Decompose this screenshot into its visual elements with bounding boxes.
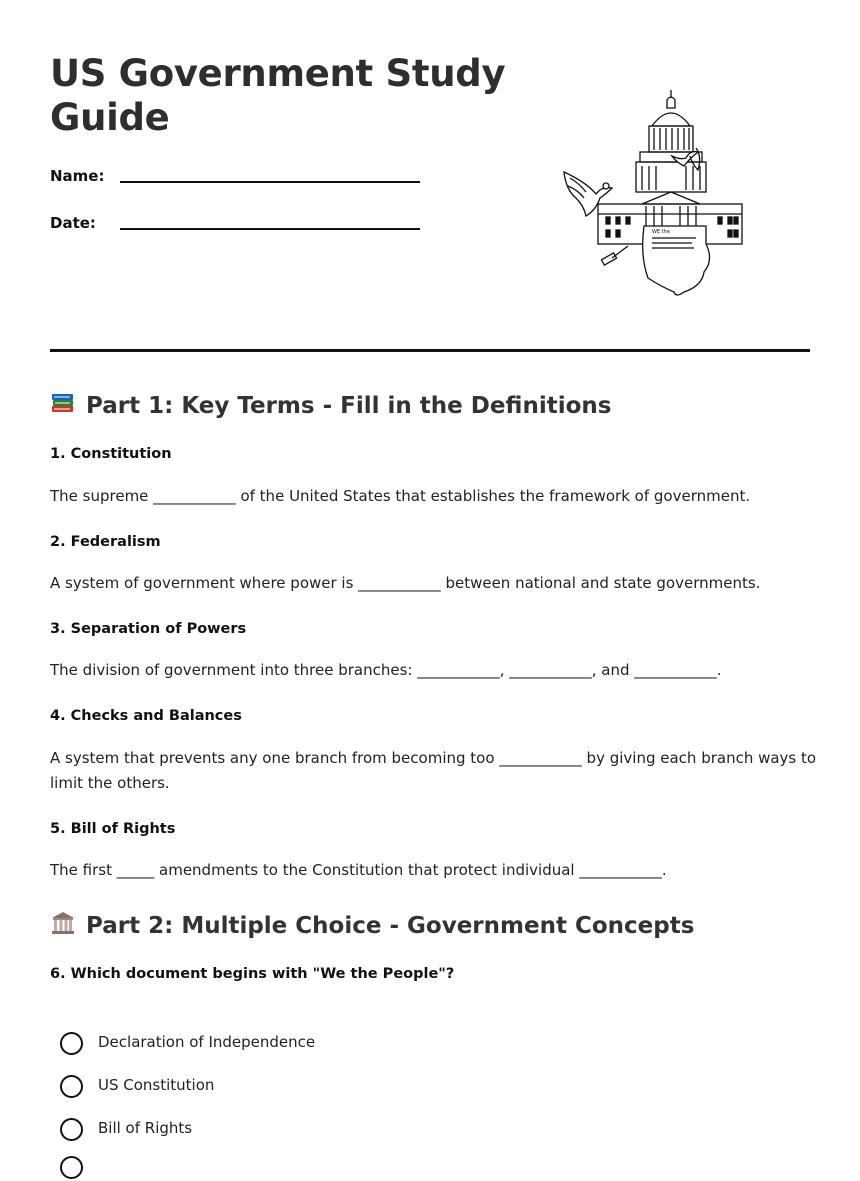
radio-button[interactable] xyxy=(60,1032,83,1055)
question-text: 6. Which document begins with "We the People"? xyxy=(50,966,455,982)
option-label: US Constitution xyxy=(98,1076,215,1094)
answer-option[interactable] xyxy=(60,1074,460,1100)
part1-title: Part 1: Key Terms - Fill in the Definitions xyxy=(86,393,612,419)
term-definition: The supreme ___________ of the United States that establishes the framework of government. xyxy=(50,487,751,505)
term-title: 4. Checks and Balances xyxy=(50,708,242,724)
svg-text:WE the: WE the xyxy=(652,229,670,235)
term-definition: The first _____ amendments to the Constitution that protect individual ___________. xyxy=(50,861,667,879)
term-definition: A system that prevents any one branch from becoming too ___________ by giving each branch ways to limit the others. xyxy=(50,749,817,792)
part2-heading xyxy=(50,910,694,942)
date-line[interactable] xyxy=(120,228,420,230)
term-title: 3. Separation of Powers xyxy=(50,621,247,637)
capitol-eagle-illustration xyxy=(556,86,748,304)
books-icon xyxy=(50,390,78,422)
term-definition: A system of government where power is ___________ between national and state governments. xyxy=(50,574,761,592)
term-definition: The division of government into three branches: ___________, ___________, and ___________. xyxy=(50,661,722,679)
part1-heading xyxy=(50,390,611,422)
term-title: 5. Bill of Rights xyxy=(50,821,176,837)
option-label: Bill of Rights xyxy=(98,1119,193,1137)
option-label: Declaration of Independence xyxy=(98,1033,316,1051)
page-title: US Government Study Guide xyxy=(50,52,506,139)
part2-title: Part 2: Multiple Choice - Government Concepts xyxy=(86,913,695,939)
term-title: 2. Federalism xyxy=(50,534,161,550)
radio-button[interactable] xyxy=(60,1118,83,1141)
name-label: Name: xyxy=(50,167,105,185)
radio-button[interactable] xyxy=(60,1156,83,1179)
answer-option[interactable] xyxy=(60,1031,460,1057)
header-divider xyxy=(50,349,810,352)
date-label: Date: xyxy=(50,214,96,232)
classical-building-icon xyxy=(50,910,78,942)
answer-option[interactable] xyxy=(60,1155,460,1181)
date-field[interactable] xyxy=(50,214,430,244)
name-field[interactable] xyxy=(50,167,430,197)
name-line[interactable] xyxy=(120,181,420,183)
term-title: 1. Constitution xyxy=(50,446,172,462)
answer-option[interactable] xyxy=(60,1117,460,1143)
radio-button[interactable] xyxy=(60,1075,83,1098)
